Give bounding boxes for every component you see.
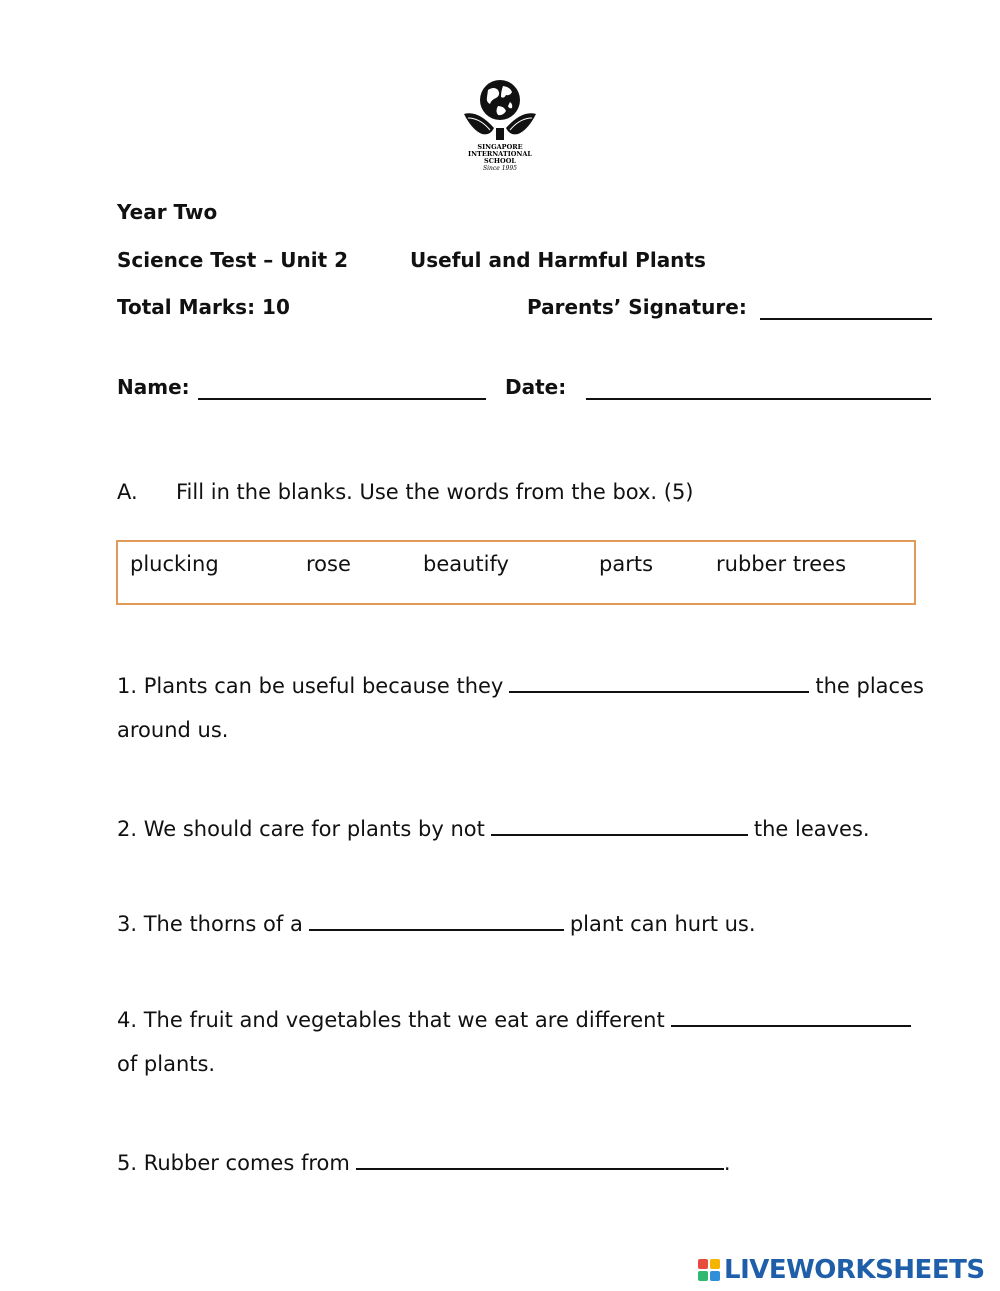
answer-blank-4[interactable]: [671, 1005, 911, 1027]
school-logo: [458, 78, 542, 176]
question-text: the places: [815, 674, 924, 698]
test-topic: Useful and Harmful Plants: [410, 248, 706, 272]
word-bank-item: rose: [306, 552, 351, 576]
word-bank-item: rubber trees: [716, 552, 847, 576]
brand-logo-icon: [698, 1259, 720, 1281]
question-5: [117, 1148, 731, 1175]
question-text: 2. We should care for plants by not: [117, 817, 485, 841]
name-label: Name:: [117, 375, 190, 399]
year-label: Year Two: [117, 200, 218, 224]
logo-line-3: SCHOOL: [484, 157, 516, 165]
globe-hands-icon: [458, 78, 542, 148]
word-bank-item: parts: [599, 552, 654, 576]
question-text: plant can hurt us.: [569, 912, 756, 936]
answer-blank-2[interactable]: [491, 814, 748, 836]
test-title: Science Test – Unit 2: [117, 248, 349, 272]
brand-name: LIVEWORKSHEETS: [724, 1255, 985, 1285]
question-4-line-2: of plants.: [117, 1052, 216, 1076]
question-4: [117, 1005, 917, 1032]
date-field[interactable]: [586, 378, 931, 400]
question-1-line-2: around us.: [117, 718, 229, 742]
question-text: 1. Plants can be useful because they: [117, 674, 504, 698]
parents-signature-label: Parents’ Signature:: [527, 295, 747, 319]
logo-line-2: INTERNATIONAL: [468, 150, 532, 158]
question-text: 3. The thorns of a: [117, 912, 303, 936]
question-text: 4. The fruit and vegetables that we eat are different: [117, 1008, 665, 1032]
logo-since: Since 1995: [483, 165, 517, 172]
question-2: [117, 814, 870, 841]
question-text: .: [723, 1151, 731, 1175]
answer-blank-1[interactable]: [509, 671, 809, 693]
word-bank-item: plucking: [130, 552, 219, 576]
parents-signature-field[interactable]: [760, 298, 932, 320]
question-text: 5. Rubber comes from: [117, 1151, 350, 1175]
question-text: the leaves.: [753, 817, 870, 841]
date-label: Date:: [505, 375, 567, 399]
answer-blank-3[interactable]: [309, 909, 564, 931]
name-field[interactable]: [198, 378, 486, 400]
section-letter: A.: [117, 480, 138, 504]
word-bank-item: beautify: [423, 552, 509, 576]
word-bank-box: [116, 540, 916, 605]
section-instruction: Fill in the blanks. Use the words from the box. (5): [176, 480, 694, 504]
question-3: [117, 909, 756, 936]
question-1: [117, 671, 924, 698]
logo-line-1: SINGAPORE: [477, 143, 523, 151]
answer-blank-5[interactable]: [356, 1148, 724, 1170]
liveworksheets-brand: [698, 1253, 985, 1287]
total-marks: Total Marks: 10: [117, 295, 290, 319]
